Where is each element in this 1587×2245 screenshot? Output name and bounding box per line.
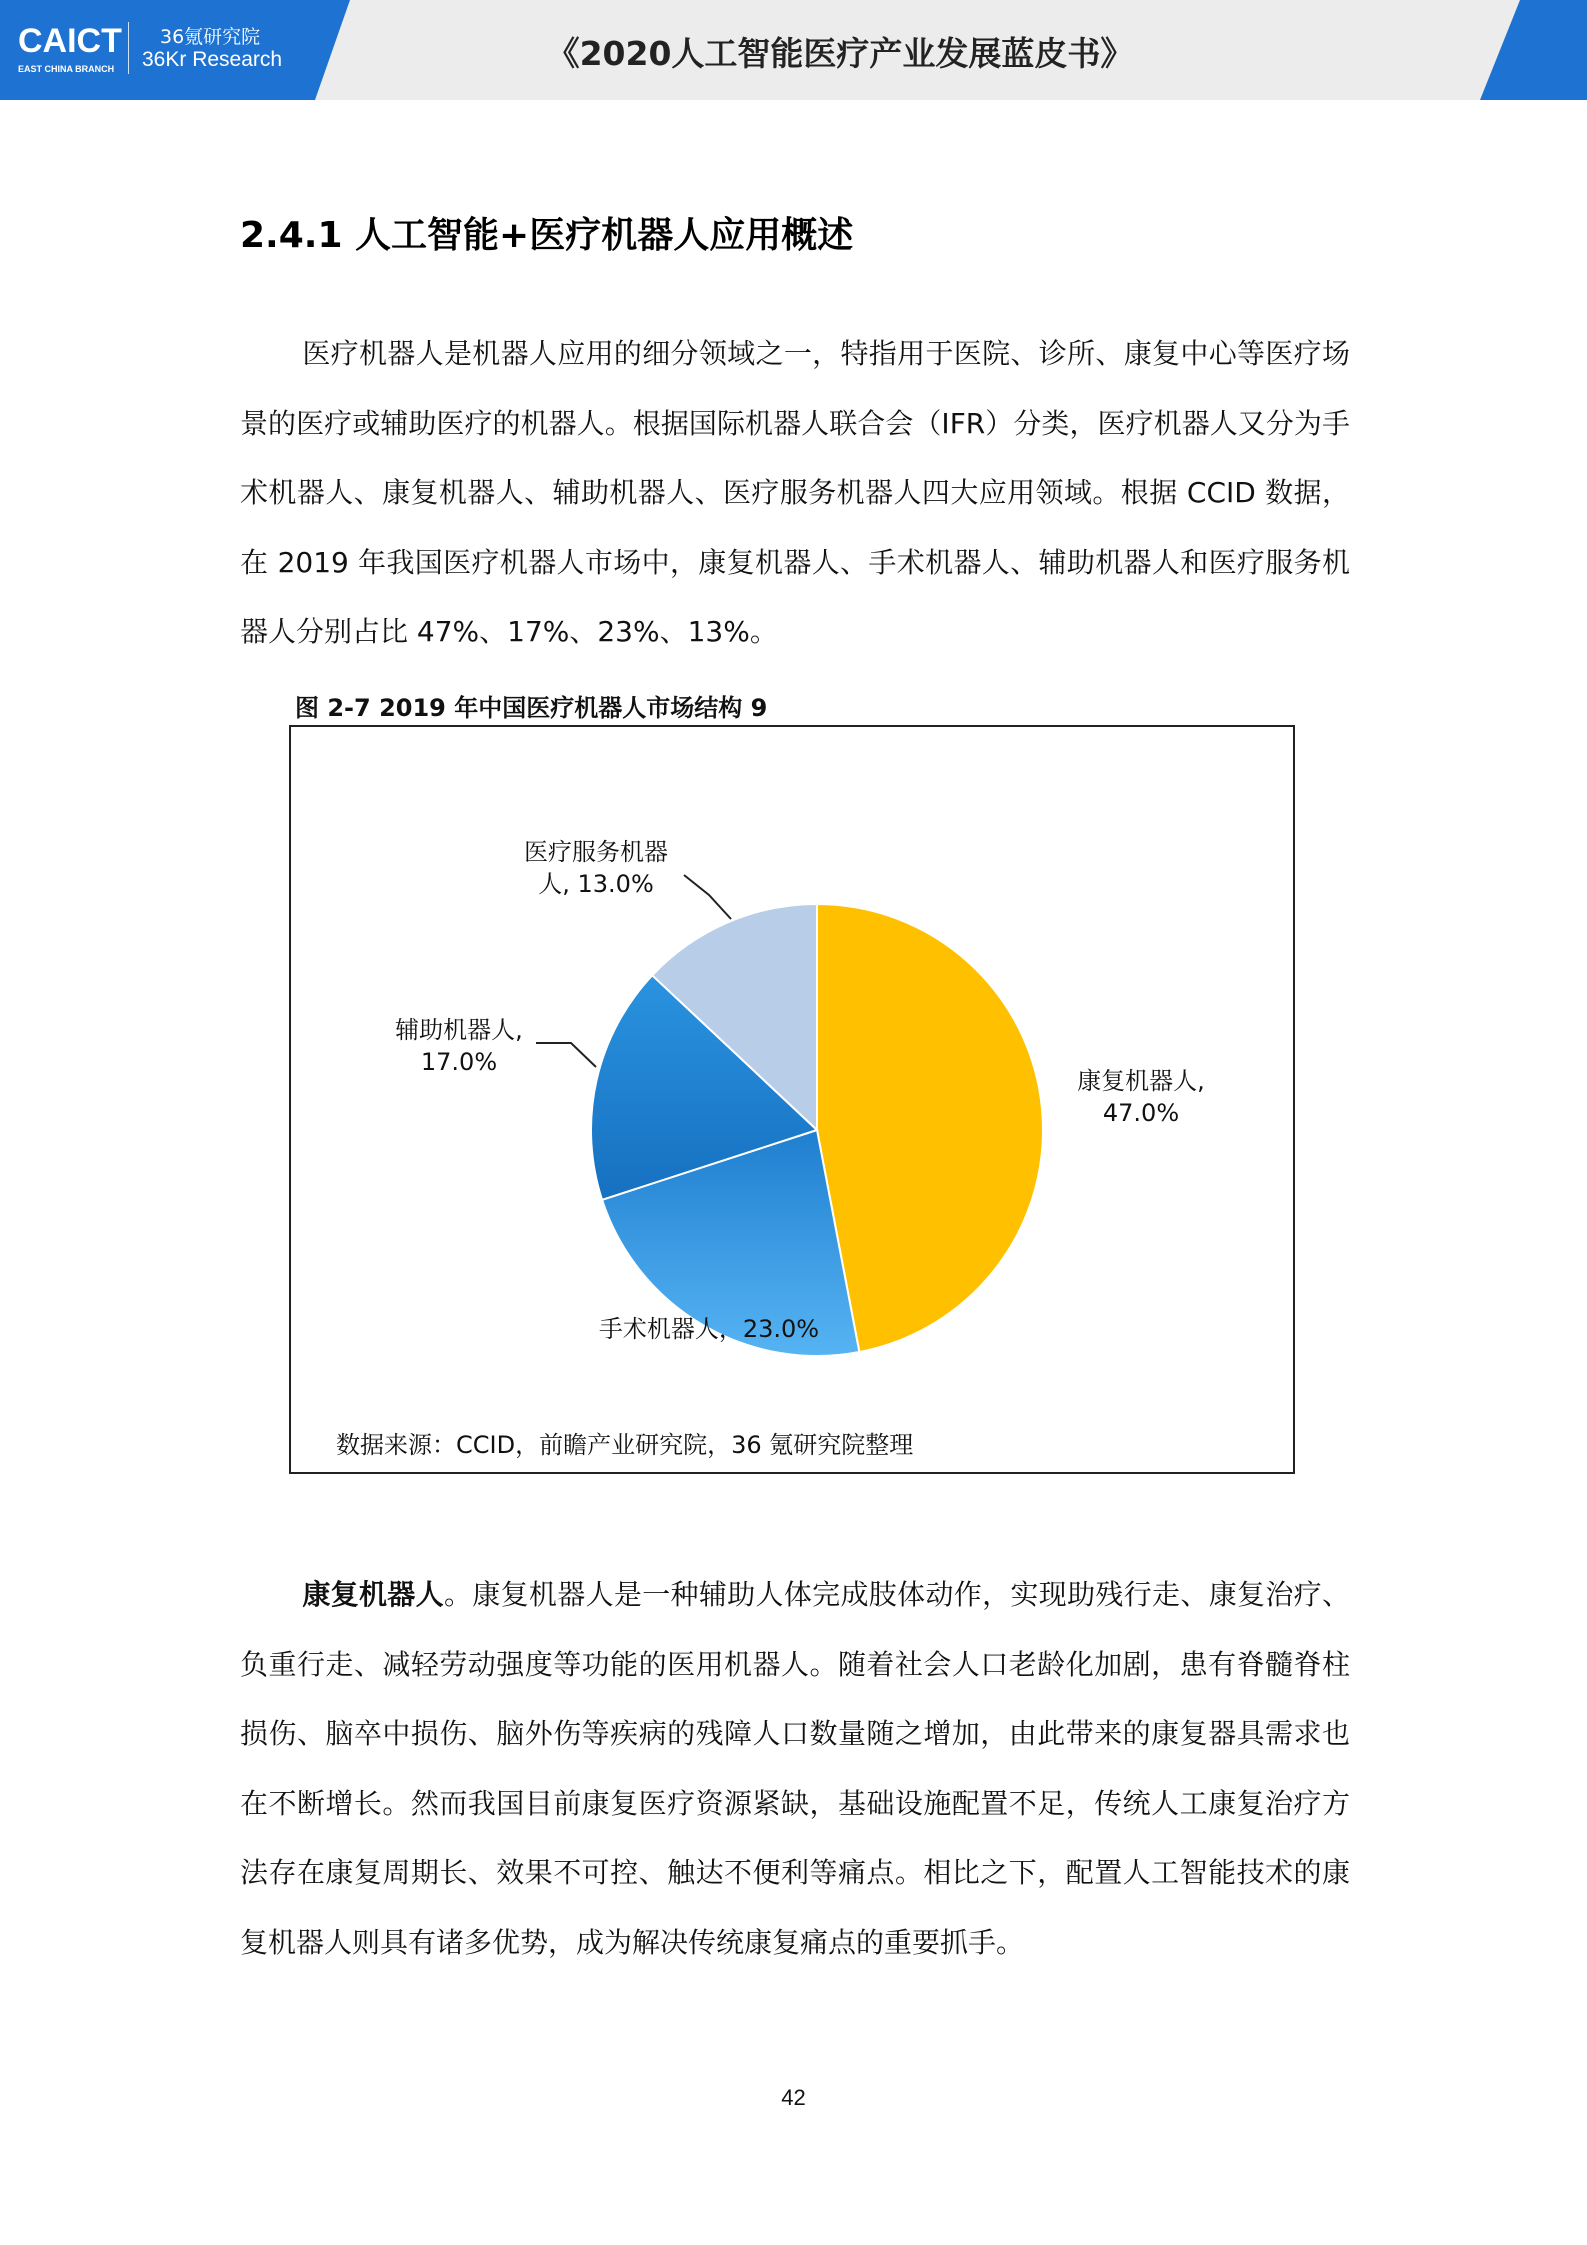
pie-chart xyxy=(291,727,1293,1472)
rehab-paragraph xyxy=(240,1560,1350,1977)
pie-slice-assist-label: 辅助机器人, 17.0% xyxy=(395,1016,523,1076)
section-title: 2.4.1 人工智能+医疗机器人应用概述 xyxy=(240,215,854,256)
pie-slice-surgery-label: 手术机器人，23.0% xyxy=(598,1315,820,1343)
data-source-note: 数据来源：CCID，前瞻产业研究院，36 氪研究院整理 xyxy=(336,1431,914,1459)
research-name-cn: 36氪研究院 xyxy=(160,26,261,48)
pie-slice-assist-leader-line xyxy=(536,1043,596,1067)
rehab-paragraph-lead: 康复机器人 xyxy=(302,1578,444,1611)
header-right-accent xyxy=(1480,0,1587,100)
document-title: 《2020人工智能医疗产业发展蓝皮书》 xyxy=(546,34,1134,73)
pie-slice-rehab-label: 康复机器人, 47.0% xyxy=(1077,1067,1205,1127)
page-number: 42 xyxy=(781,2085,806,2110)
research-name-en: 36Kr Research xyxy=(142,48,283,71)
intro-paragraph xyxy=(240,319,1350,667)
caict-logo-subtitle: EAST CHINA BRANCH xyxy=(18,64,115,74)
rehab-paragraph-text: 。康复机器人是一种辅助人体完成肢体动作，实现助残行走、康复治疗、负重行走、减轻劳动强度等功能的医用机器人。随着社会人口老龄化加剧，患有脊髓脊柱损伤、脑卒中损伤、脑外伤等疾病的残障人口数量随之增加，由此带来的康复器具需求也在不断增长。然而我国目前康复医疗资源紧缺，基础设施配置不足，传统人工康复治疗方法存在康复周期长、效果不可控、触达不便利等痛点。相比之下，配置人工智能技术的康复机器人则具有诸多优势，成为解决传统康复痛点的重要抓手。 xyxy=(240,1578,1350,1959)
figure-caption: 图 2-7 2019 年中国医疗机器人市场结构 9 xyxy=(295,694,768,722)
page-header xyxy=(0,0,1587,100)
figure-box xyxy=(289,725,1295,1474)
pie-slice-service-leader-line xyxy=(684,875,731,919)
pie-slice-service-label: 医疗服务机器人, 13.0% xyxy=(524,838,668,898)
caict-logo: CAICT xyxy=(18,22,122,60)
intro-paragraph-text: 医疗机器人是机器人应用的细分领域之一，特指用于医院、诊所、康复中心等医疗场景的医疗或辅助医疗的机器人。根据国际机器人联合会（IFR）分类，医疗机器人又分为手术机器人、康复机器人、辅助机器人、医疗服务机器人四大应用领域。根据 CCID 数据，在 2019 年我国医疗机器人市场中，康复机器人、手术机器人、辅助机器人和医疗服务机器人分别占比 47%、17%、23%、13%。 xyxy=(240,337,1350,648)
logo-divider xyxy=(128,22,129,74)
pie-slice-rehab xyxy=(817,904,1043,1352)
